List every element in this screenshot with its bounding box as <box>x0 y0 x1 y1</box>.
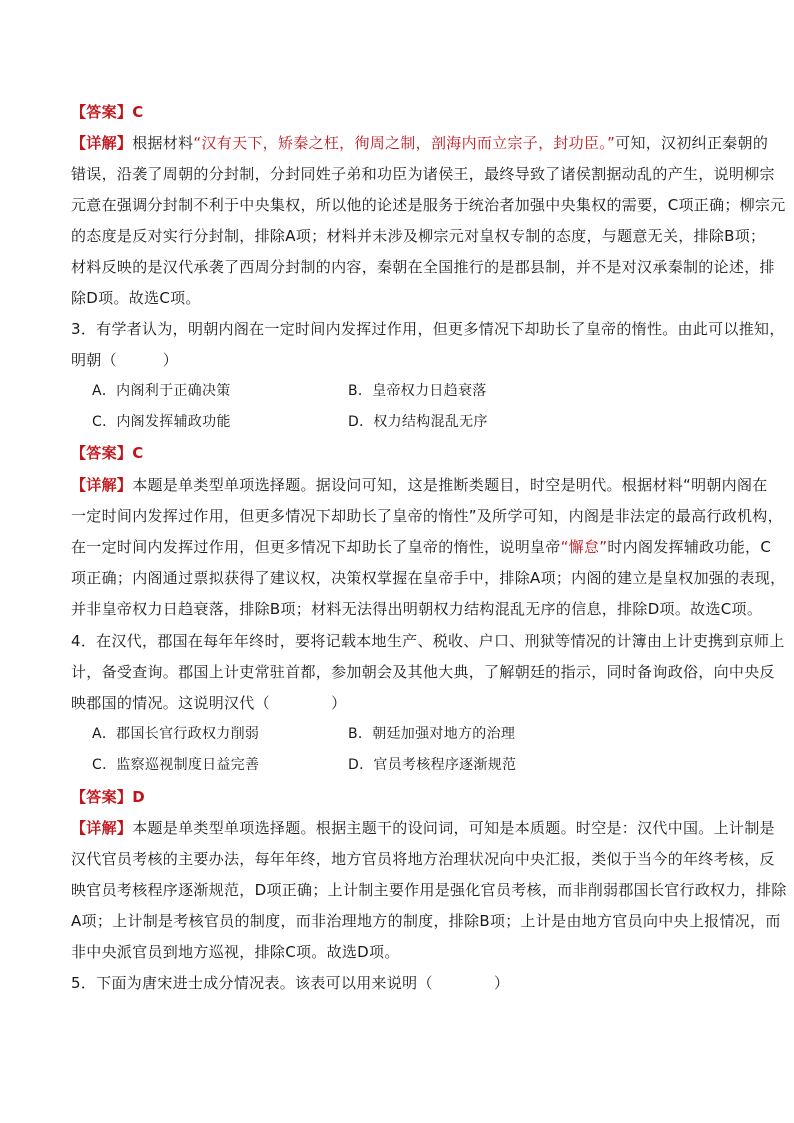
q4-option-d[interactable]: D．官员考核程序逐渐规范 <box>348 757 517 773</box>
q4-detail-line-5: 非中央派官员到地方巡视，排除C项。故选D项。 <box>71 943 400 961</box>
detail-quote: “懈怠” <box>560 538 608 556</box>
q4-detail-line-4: A项；上计制是考核官员的制度，而非治理地方的制度，排除B项；上计是由地方官员向中央上报情况，而 <box>71 912 781 930</box>
answer-label: 【答案】 <box>71 788 133 806</box>
detail-quote: “汉有天下，矫秦之枉，徇周之制，剖海内而立宗子，封功臣。” <box>193 134 616 152</box>
q4-detail-line-3: 映官员考核程序逐渐规范，D项正确；上计制主要作用是强化官员考核，而非削弱郡国长官行政权力，排除 <box>71 881 787 899</box>
q5-stem-line-1: 5．下面为唐宋进士成分情况表。该表可以用来说明（ ） <box>71 974 510 992</box>
q4-stem-line-1: 4．在汉代，郡国在每年年终时，要将记载本地生产、税收、户口、刑狱等情况的计簿由上计吏携到京师上 <box>71 632 785 650</box>
detail-text: 根据材料 <box>132 134 194 152</box>
q3-detail-line-4: 项正确；内阁通过票拟获得了建议权，决策权掌握在皇帝手中，排除A项；内阁的建立是皇权加强的表现， <box>71 569 786 587</box>
detail-text: 本题是单类型单项选择题。根据主题干的设问词，可知是本质题。时空是：汉代中国。上计制是 <box>132 819 775 837</box>
q4-detail-line-1 <box>71 818 775 838</box>
q4-option-a[interactable]: A．郡国长官行政权力削弱 <box>92 726 260 742</box>
q3-option-a[interactable]: A．内阁利于正确决策 <box>92 383 231 399</box>
q3-detail-line-3 <box>71 537 771 557</box>
q2-detail-line-3: 元意在强调分封制不利于中央集权，所以他的论述是服务于统治者加强中央集权的需要，C项正确；柳宗元 <box>71 196 786 214</box>
q4-stem-line-2: 计，备受查询。郡国上计吏常驻首都，参加朝会及其他大典，了解朝廷的指示，同时备询政俗，向中央反 <box>71 663 775 681</box>
q3-detail-line-2: 一定时间内发挥过作用，但更多情况下却助长了皇帝的惰性”及所学可知，内阁是非法定的最高行政机构， <box>71 507 783 525</box>
detail-text: 在一定时间内发挥过作用，但更多情况下却助长了皇帝的惰性，说明皇帝 <box>71 538 561 556</box>
q4-option-c[interactable]: C．监察巡视制度日益完善 <box>92 757 260 773</box>
q4-answer-line <box>71 787 145 807</box>
q3-option-c[interactable]: C．内阁发挥辅政功能 <box>92 414 231 430</box>
q3-answer-line <box>71 443 144 463</box>
answer-value: C <box>132 444 144 462</box>
answer-label: 【答案】 <box>71 444 133 462</box>
answer-value: D <box>132 788 145 806</box>
q3-detail-line-1 <box>71 475 768 495</box>
q2-answer-line <box>71 102 144 122</box>
detail-label: 【详解】 <box>71 134 133 152</box>
q3-stem-line-2: 明朝（ ） <box>71 351 179 369</box>
q2-detail-line-1 <box>71 133 768 153</box>
detail-label: 【详解】 <box>71 476 133 494</box>
answer-label: 【答案】 <box>71 103 133 121</box>
answer-value: C <box>132 103 144 121</box>
q2-detail-line-5: 材料反映的是汉代承袭了西周分封制的内容，秦朝在全国推行的是郡县制，并不是对汉承秦制的论述，排 <box>71 258 775 276</box>
q3-option-d[interactable]: D．权力结构混乱无序 <box>348 414 488 430</box>
detail-text: 时内阁发挥辅政功能，C <box>607 538 772 556</box>
detail-text: 本题是单类型单项选择题。据设问可知，这是推断类题目，时空是明代。根据材料“明朝内阁在 <box>132 476 768 494</box>
q3-detail-line-5: 并非皇帝权力日趋衰落，排除B项；材料无法得出明朝权力结构混乱无序的信息，排除D项。故选C项。 <box>71 600 763 618</box>
q3-stem-line-1: 3．有学者认为，明朝内阁在一定时间内发挥过作用，但更多情况下却助长了皇帝的惰性。由此可以推知， <box>71 320 785 338</box>
q2-detail-line-6: 除D项。故选C项。 <box>71 289 201 307</box>
detail-label: 【详解】 <box>71 819 133 837</box>
q4-detail-line-2: 汉代官员考核的主要办法，每年年终，地方官员将地方治理状况向中央汇报，类似于当今的年终考核，反 <box>71 850 775 868</box>
q2-detail-line-2: 错误，沿袭了周朝的分封制，分封同姓子弟和功臣为诸侯王，最终导致了诸侯割据动乱的产生，说明柳宗 <box>71 165 775 183</box>
q4-option-b[interactable]: B．朝廷加强对地方的治理 <box>348 726 516 742</box>
q2-detail-line-4: 的态度是反对实行分封制，排除A项；材料并未涉及柳宗元对皇权专制的态度，与题意无关，排除B项； <box>71 227 766 245</box>
q3-option-b[interactable]: B．皇帝权力日趋衰落 <box>348 383 487 399</box>
q4-stem-line-3: 映郡国的情况。这说明汉代（ ） <box>71 694 347 712</box>
detail-text: 可知，汉初纠正秦朝的 <box>615 134 769 152</box>
